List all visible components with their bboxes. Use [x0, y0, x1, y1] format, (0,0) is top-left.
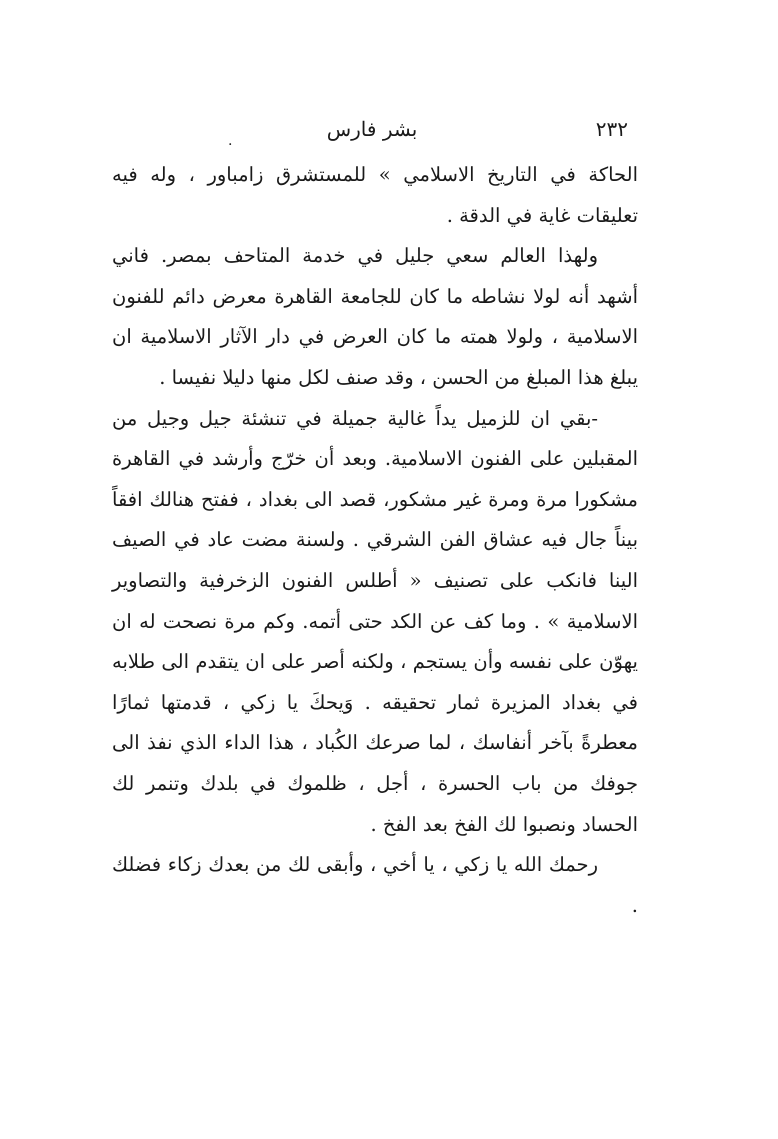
paragraph-2: ولهذا العالم سعي جليل في خدمة المتاحف بمصر. فاني أشهد أنه لولا نشاطه ما كان للجامعة القاهرة معرض دائم للفنون الاسلامية ، ولولا همته ما كان العرض في دار الآثار الاسلامية ان يبلغ هذا المبلغ من الحسن ، وقد صنف لكل منها دليلا نفيسا .	[112, 244, 638, 389]
header-dot: .	[228, 133, 233, 149]
body-text	[112, 155, 638, 926]
page-number: ٢٣٢	[595, 117, 628, 141]
paragraph-1: الحاكة في التاريخ الاسلامي » للمستشرق زامباور ، وله فيه تعليقات غاية في الدقة .	[112, 163, 638, 227]
running-head: بشر فارس	[326, 117, 418, 141]
paragraph-4: رحمك الله يا زكي ، يا أخي ، وأبقى لك من بعدك زكاء فضلك .	[112, 853, 638, 917]
page-header	[116, 114, 628, 149]
paragraph-3: -بقي ان للزميل يداً غالية جميلة في تنشئة جيل وجيل من المقبلين على الفنون الاسلامية. وبعد أن خرّج وأرشد في القاهرة مشكورا مرة ومرة غير مشكور، قصد الى بغداد ، ففتح هنالك افقاً بيناً جال فيه عشاق الفن الشرقي . ولسنة مضت عاد في الصيف الينا فانكب على تصنيف « أطلس الفنون الزخرفية والتصاوير الاسلامية » . وما كف عن الكد حتى أتمه. وكم مرة نصحت له ان يهوّن على نفسه وأن يستجم ، ولكنه أصر على ان يتقدم الى طلابه في بغداد المزيرة ثمار تحقيقه . وَيحكَ يا زكي ، قدمتها ثمارًا معطرةً بآخر أنفاسك ، لما صرعك الكُباد ، هذا الداء الذي نفذ الى جوفك من باب الحسرة ، أجل ، ظلموك في بلدك وتنمر لك الحساد ونصبوا لك الفخ بعد الفخ .	[112, 406, 638, 836]
